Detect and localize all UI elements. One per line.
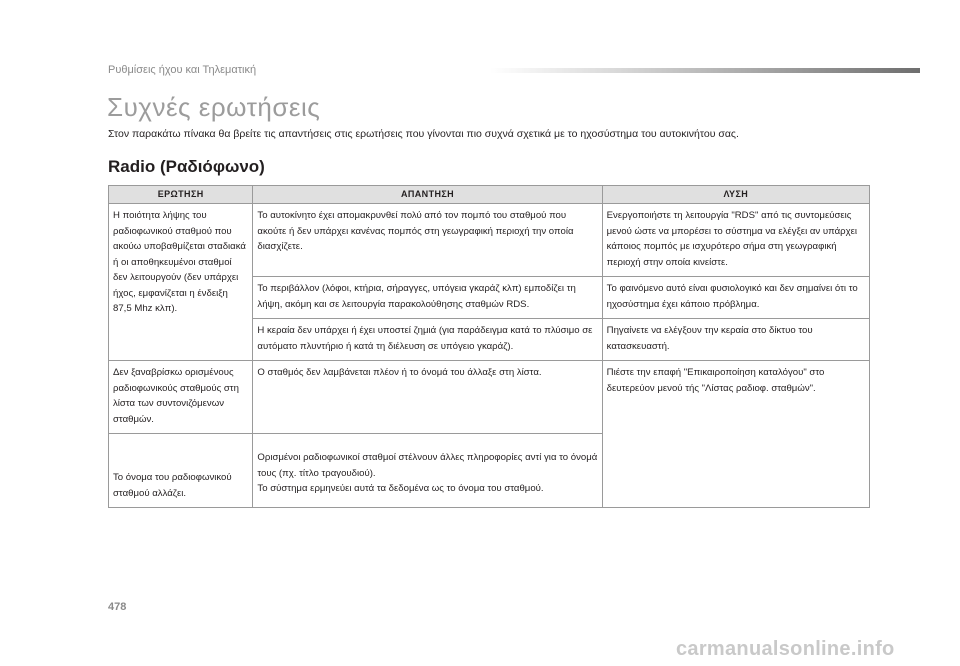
answer-cell: Ο σταθμός δεν λαμβάνεται πλέον ή το όνομά του άλλαξε στη λίστα.: [253, 361, 602, 434]
question-cell: Η ποιότητα λήψης του ραδιοφωνικού σταθμού που ακούω υποβαθμίζεται σταδιακά ή οι αποθηκευμένοι σταθμοί δεν λειτουργούν (δεν υπάρχει ήχος, εμφανίζεται η ένδειξη 87,5 Mhz κλπ).: [109, 204, 253, 361]
intro-text: Στον παρακάτω πίνακα θα βρείτε τις απαντήσεις στις ερωτήσεις που γίνονται πιο συχνά σχετικά με το ηχοσύστημα του αυτοκινήτου σας.: [108, 128, 739, 140]
answer-cell: Το αυτοκίνητο έχει απομακρυνθεί πολύ από τον πομπό του σταθμού που ακούτε ή δεν υπάρχει κανένας πομπός στη γεωγραφική περιοχή την οποία διασχίζετε.: [253, 204, 602, 277]
chapter-header: Ρυθμίσεις ήχου και Τηλεματική: [108, 64, 257, 76]
answer-cell: Η κεραία δεν υπάρχει ή έχει υποστεί ζημιά (για παράδειγμα κατά το πλύσιμο σε αυτόματο πλυντήριο ή κατά τη διέλευση σε υπόγειο γκαράζ).: [253, 319, 602, 361]
table-row: [109, 204, 870, 277]
table-header-row: [109, 186, 870, 204]
answer-line: Ορισμένοι ραδιοφωνικοί σταθμοί στέλνουν άλλες πληροφορίες αντί για το όνομά τους (πχ. τίτλο τραγουδιού).: [257, 452, 598, 479]
column-header-solution: ΛΥΣΗ: [602, 186, 869, 204]
question-cell: Δεν ξαναβρίσκω ορισμένους ραδιοφωνικούς σταθμούς στη λίστα των συντονιζόμενων σταθμών.: [109, 361, 253, 434]
solution-cell: Πηγαίνετε να ελέγξουν την κεραία στο δίκτυο του κατασκευαστή.: [602, 319, 869, 361]
answer-cell: [253, 434, 602, 508]
solution-cell: Ενεργοποιήστε τη λειτουργία "RDS" από τις συντομεύσεις μενού ώστε να μπορέσει το σύστημα να ελέγξει αν υπάρχει κάποιος πομπός με ισχυρότερο σήμα στη γεωγραφική περιοχή στην οποία κινείστε.: [602, 204, 869, 277]
table-row: [109, 361, 870, 434]
question-cell: Το όνομα του ραδιοφωνικού σταθμού αλλάζει.: [109, 434, 253, 508]
page-number: 478: [108, 601, 127, 613]
answer-cell: Το περιβάλλον (λόφοι, κτήρια, σήραγγες, υπόγεια γκαράζ κλπ) εμποδίζει τη λήψη, ακόμη και σε λειτουργία παρακολούθησης σταθμών RDS.: [253, 277, 602, 319]
watermark: carmanualsonline.info: [676, 638, 895, 660]
section-title: Radio (Ραδιόφωνο): [108, 157, 265, 176]
solution-cell: Πιέστε την επαφή "Επικαιροποίηση καταλόγου" στο δευτερεύον μενού τής "Λίστας ραδιοφ. σταθμών".: [602, 361, 869, 508]
column-header-question: ΕΡΩΤΗΣΗ: [109, 186, 253, 204]
column-header-answer: ΑΠΑΝΤΗΣΗ: [253, 186, 602, 204]
solution-cell: Το φαινόμενο αυτό είναι φυσιολογικό και δεν σημαίνει ότι το ηχοσύστημα έχει κάποιο πρόβλημα.: [602, 277, 869, 319]
header-gradient-bar: [490, 68, 920, 73]
answer-line: Το σύστημα ερμηνεύει αυτά τα δεδομένα ως το όνομα του σταθμού.: [257, 483, 544, 494]
faq-table: [108, 185, 870, 508]
page-title: Συχνές ερωτήσεις: [107, 92, 321, 122]
